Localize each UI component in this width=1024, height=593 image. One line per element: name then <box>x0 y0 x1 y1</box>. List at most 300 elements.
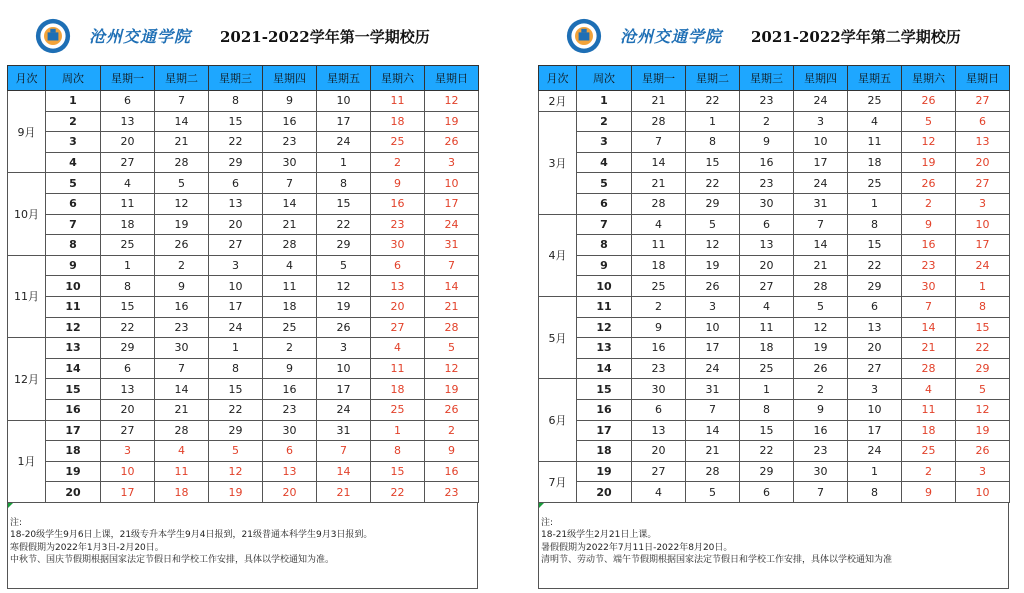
week-number-cell: 7 <box>46 214 101 235</box>
day-cell: 19 <box>209 482 263 503</box>
day-cell: 30 <box>371 235 425 256</box>
day-cell: 3 <box>956 461 1010 482</box>
day-cell: 23 <box>425 482 479 503</box>
day-cell: 5 <box>902 111 956 132</box>
school-logo-icon <box>35 18 71 54</box>
day-cell: 19 <box>425 111 479 132</box>
week-number-cell: 13 <box>46 338 101 359</box>
day-cell: 21 <box>155 132 209 153</box>
week-number-cell: 15 <box>46 379 101 400</box>
day-cell: 23 <box>632 358 686 379</box>
week-row <box>539 132 1010 153</box>
day-cell: 31 <box>686 379 740 400</box>
day-cell: 13 <box>101 379 155 400</box>
day-cell: 25 <box>848 173 902 194</box>
day-cell: 18 <box>371 379 425 400</box>
week-number-cell: 9 <box>46 255 101 276</box>
day-cell: 21 <box>155 399 209 420</box>
day-cell: 6 <box>848 296 902 317</box>
note-line: 暑假假期为2022年7月11日-2022年8月20日。 <box>541 542 733 553</box>
week-number-cell: 17 <box>577 420 632 441</box>
day-cell: 10 <box>956 214 1010 235</box>
day-cell: 7 <box>902 296 956 317</box>
day-cell: 24 <box>686 358 740 379</box>
cell-comment-marker-icon <box>539 503 544 508</box>
column-header: 周次 <box>577 66 632 91</box>
day-cell: 7 <box>794 214 848 235</box>
day-cell: 11 <box>902 399 956 420</box>
day-cell: 27 <box>956 173 1010 194</box>
month-cell: 5月 <box>539 296 577 378</box>
week-number-cell: 2 <box>46 111 101 132</box>
day-cell: 8 <box>686 132 740 153</box>
day-cell: 3 <box>317 338 371 359</box>
day-cell: 3 <box>425 152 479 173</box>
day-cell: 20 <box>209 214 263 235</box>
day-cell: 23 <box>263 132 317 153</box>
day-cell: 12 <box>209 461 263 482</box>
day-cell: 9 <box>155 276 209 297</box>
week-row <box>539 91 1010 112</box>
calendar-title: 2021-2022学年第一学期校历 <box>220 28 430 46</box>
week-row <box>8 193 479 214</box>
day-cell: 14 <box>686 420 740 441</box>
week-row <box>8 317 479 338</box>
month-cell: 1月 <box>8 420 46 502</box>
day-cell: 9 <box>371 173 425 194</box>
day-cell: 18 <box>371 111 425 132</box>
day-cell: 12 <box>425 358 479 379</box>
day-cell: 21 <box>632 173 686 194</box>
day-cell: 31 <box>794 193 848 214</box>
day-cell: 3 <box>848 379 902 400</box>
week-number-cell: 8 <box>46 235 101 256</box>
week-number-cell: 16 <box>577 399 632 420</box>
day-cell: 27 <box>371 317 425 338</box>
day-cell: 8 <box>848 214 902 235</box>
day-cell: 26 <box>956 441 1010 462</box>
week-number-cell: 7 <box>577 214 632 235</box>
month-cell: 3月 <box>539 111 577 214</box>
day-cell: 23 <box>794 441 848 462</box>
week-row <box>8 482 479 503</box>
week-number-cell: 14 <box>577 358 632 379</box>
week-number-cell: 8 <box>577 235 632 256</box>
day-cell: 20 <box>101 132 155 153</box>
school-name: 沧州交通学院 <box>89 27 192 46</box>
day-cell: 1 <box>371 420 425 441</box>
day-cell: 3 <box>209 255 263 276</box>
day-cell: 6 <box>371 255 425 276</box>
day-cell: 18 <box>740 338 794 359</box>
day-cell: 29 <box>209 152 263 173</box>
calendar-table <box>538 65 1010 503</box>
day-cell: 20 <box>101 399 155 420</box>
week-number-cell: 11 <box>577 296 632 317</box>
day-cell: 8 <box>371 441 425 462</box>
week-row <box>539 296 1010 317</box>
day-cell: 16 <box>155 296 209 317</box>
week-number-cell: 2 <box>577 111 632 132</box>
day-cell: 2 <box>794 379 848 400</box>
day-cell: 11 <box>848 132 902 153</box>
day-cell: 19 <box>794 338 848 359</box>
day-cell: 13 <box>209 193 263 214</box>
day-cell: 9 <box>740 132 794 153</box>
day-cell: 11 <box>263 276 317 297</box>
day-cell: 14 <box>155 111 209 132</box>
day-cell: 30 <box>740 193 794 214</box>
day-cell: 18 <box>632 255 686 276</box>
header-row <box>539 66 1010 91</box>
day-cell: 7 <box>155 358 209 379</box>
day-cell: 4 <box>740 296 794 317</box>
day-cell: 4 <box>848 111 902 132</box>
day-cell: 21 <box>425 296 479 317</box>
day-cell: 16 <box>794 420 848 441</box>
week-number-cell: 6 <box>46 193 101 214</box>
note-line: 清明节、劳动节、端午节假期根据国家法定节假日和学校工作安排，具体以学校通知为准 <box>541 555 893 566</box>
calendar-title: 2021-2022学年第二学期校历 <box>751 28 961 46</box>
school-logo-icon <box>566 18 602 54</box>
day-cell: 14 <box>632 152 686 173</box>
header-row <box>8 66 479 91</box>
week-number-cell: 10 <box>577 276 632 297</box>
day-cell: 29 <box>848 276 902 297</box>
day-cell: 24 <box>317 399 371 420</box>
day-cell: 6 <box>740 482 794 503</box>
day-cell: 17 <box>686 338 740 359</box>
week-row <box>539 420 1010 441</box>
day-cell: 14 <box>155 379 209 400</box>
week-row <box>8 214 479 235</box>
day-cell: 28 <box>155 420 209 441</box>
day-cell: 7 <box>425 255 479 276</box>
day-cell: 22 <box>848 255 902 276</box>
month-cell: 10月 <box>8 173 46 255</box>
day-cell: 27 <box>956 91 1010 112</box>
day-cell: 9 <box>794 399 848 420</box>
day-cell: 7 <box>155 91 209 112</box>
day-cell: 6 <box>632 399 686 420</box>
day-cell: 28 <box>686 461 740 482</box>
calendar-panel-second-semester <box>538 0 1010 589</box>
week-row <box>8 235 479 256</box>
day-cell: 20 <box>263 482 317 503</box>
day-cell: 29 <box>317 235 371 256</box>
week-number-cell: 20 <box>577 482 632 503</box>
week-row <box>539 441 1010 462</box>
day-cell: 8 <box>317 173 371 194</box>
day-cell: 1 <box>317 152 371 173</box>
day-cell: 24 <box>956 255 1010 276</box>
day-cell: 19 <box>686 255 740 276</box>
day-cell: 8 <box>209 358 263 379</box>
day-cell: 28 <box>794 276 848 297</box>
day-cell: 24 <box>794 173 848 194</box>
day-cell: 30 <box>263 420 317 441</box>
week-row <box>8 132 479 153</box>
day-cell: 3 <box>956 193 1010 214</box>
calendar-header <box>538 0 1010 65</box>
week-number-cell: 16 <box>46 399 101 420</box>
day-cell: 15 <box>371 461 425 482</box>
day-cell: 15 <box>740 420 794 441</box>
day-cell: 21 <box>686 441 740 462</box>
day-cell: 16 <box>740 152 794 173</box>
day-cell: 23 <box>902 255 956 276</box>
week-number-cell: 5 <box>46 173 101 194</box>
day-cell: 25 <box>263 317 317 338</box>
week-row <box>539 338 1010 359</box>
day-cell: 15 <box>317 193 371 214</box>
day-cell: 15 <box>209 379 263 400</box>
day-cell: 25 <box>371 132 425 153</box>
day-cell: 4 <box>155 441 209 462</box>
day-cell: 5 <box>686 482 740 503</box>
day-cell: 2 <box>632 296 686 317</box>
day-cell: 4 <box>371 338 425 359</box>
week-row <box>8 461 479 482</box>
week-row <box>8 338 479 359</box>
day-cell: 6 <box>101 358 155 379</box>
day-cell: 21 <box>902 338 956 359</box>
week-row <box>8 296 479 317</box>
day-cell: 5 <box>209 441 263 462</box>
column-header: 星期三 <box>740 66 794 91</box>
day-cell: 10 <box>848 399 902 420</box>
week-number-cell: 17 <box>46 420 101 441</box>
column-header: 月次 <box>539 66 577 91</box>
day-cell: 28 <box>425 317 479 338</box>
day-cell: 14 <box>902 317 956 338</box>
day-cell: 19 <box>902 152 956 173</box>
week-row <box>8 358 479 379</box>
column-header: 星期四 <box>794 66 848 91</box>
week-row <box>8 399 479 420</box>
day-cell: 12 <box>155 193 209 214</box>
day-cell: 14 <box>263 193 317 214</box>
week-row <box>539 317 1010 338</box>
week-number-cell: 12 <box>46 317 101 338</box>
day-cell: 9 <box>632 317 686 338</box>
day-cell: 31 <box>317 420 371 441</box>
day-cell: 8 <box>209 91 263 112</box>
day-cell: 27 <box>740 276 794 297</box>
day-cell: 2 <box>902 461 956 482</box>
column-header: 星期二 <box>155 66 209 91</box>
day-cell: 26 <box>425 132 479 153</box>
day-cell: 17 <box>101 482 155 503</box>
month-cell: 6月 <box>539 379 577 461</box>
day-cell: 2 <box>371 152 425 173</box>
cell-comment-marker-icon <box>8 503 13 508</box>
day-cell: 5 <box>956 379 1010 400</box>
day-cell: 20 <box>740 255 794 276</box>
day-cell: 15 <box>209 111 263 132</box>
day-cell: 5 <box>686 214 740 235</box>
week-number-cell: 4 <box>46 152 101 173</box>
day-cell: 7 <box>263 173 317 194</box>
note-line: 18-21级学生2月21日上课。 <box>541 530 657 541</box>
calendar-panel-first-semester <box>7 0 479 589</box>
day-cell: 5 <box>317 255 371 276</box>
day-cell: 2 <box>740 111 794 132</box>
day-cell: 14 <box>425 276 479 297</box>
week-number-cell: 10 <box>46 276 101 297</box>
day-cell: 18 <box>848 152 902 173</box>
week-row <box>539 111 1010 132</box>
week-row <box>539 399 1010 420</box>
day-cell: 7 <box>632 132 686 153</box>
week-number-cell: 20 <box>46 482 101 503</box>
day-cell: 23 <box>155 317 209 338</box>
week-number-cell: 6 <box>577 193 632 214</box>
day-cell: 27 <box>101 152 155 173</box>
day-cell: 26 <box>425 399 479 420</box>
day-cell: 15 <box>956 317 1010 338</box>
week-row <box>8 111 479 132</box>
day-cell: 24 <box>794 91 848 112</box>
day-cell: 28 <box>632 193 686 214</box>
week-row <box>539 152 1010 173</box>
day-cell: 17 <box>317 111 371 132</box>
day-cell: 27 <box>209 235 263 256</box>
day-cell: 28 <box>632 111 686 132</box>
day-cell: 22 <box>686 173 740 194</box>
day-cell: 1 <box>848 461 902 482</box>
day-cell: 25 <box>632 276 686 297</box>
day-cell: 27 <box>632 461 686 482</box>
day-cell: 26 <box>317 317 371 338</box>
day-cell: 11 <box>371 358 425 379</box>
day-cell: 10 <box>101 461 155 482</box>
day-cell: 11 <box>740 317 794 338</box>
day-cell: 15 <box>101 296 155 317</box>
day-cell: 8 <box>848 482 902 503</box>
week-number-cell: 15 <box>577 379 632 400</box>
day-cell: 21 <box>263 214 317 235</box>
day-cell: 23 <box>263 399 317 420</box>
day-cell: 13 <box>371 276 425 297</box>
day-cell: 29 <box>956 358 1010 379</box>
day-cell: 29 <box>101 338 155 359</box>
day-cell: 16 <box>632 338 686 359</box>
day-cell: 26 <box>155 235 209 256</box>
day-cell: 22 <box>956 338 1010 359</box>
day-cell: 20 <box>848 338 902 359</box>
day-cell: 29 <box>740 461 794 482</box>
day-cell: 10 <box>956 482 1010 503</box>
calendar-header <box>7 0 479 65</box>
day-cell: 25 <box>902 441 956 462</box>
note-line: 寒假假期为2022年1月3日-2月20日。 <box>10 542 164 553</box>
day-cell: 18 <box>902 420 956 441</box>
day-cell: 13 <box>101 111 155 132</box>
day-cell: 8 <box>101 276 155 297</box>
column-header: 星期六 <box>371 66 425 91</box>
day-cell: 26 <box>902 173 956 194</box>
day-cell: 13 <box>263 461 317 482</box>
day-cell: 18 <box>155 482 209 503</box>
day-cell: 7 <box>794 482 848 503</box>
column-header: 星期三 <box>209 66 263 91</box>
week-row <box>539 193 1010 214</box>
week-row <box>8 173 479 194</box>
day-cell: 3 <box>101 441 155 462</box>
day-cell: 16 <box>263 111 317 132</box>
day-cell: 16 <box>371 193 425 214</box>
day-cell: 12 <box>317 276 371 297</box>
day-cell: 6 <box>740 214 794 235</box>
day-cell: 5 <box>425 338 479 359</box>
day-cell: 2 <box>155 255 209 276</box>
day-cell: 19 <box>317 296 371 317</box>
note-line: 注: <box>541 517 554 528</box>
week-number-cell: 12 <box>577 317 632 338</box>
week-row <box>539 255 1010 276</box>
day-cell: 23 <box>371 214 425 235</box>
day-cell: 2 <box>902 193 956 214</box>
day-cell: 1 <box>101 255 155 276</box>
day-cell: 4 <box>632 482 686 503</box>
day-cell: 10 <box>209 276 263 297</box>
day-cell: 25 <box>848 91 902 112</box>
day-cell: 29 <box>209 420 263 441</box>
day-cell: 30 <box>155 338 209 359</box>
week-number-cell: 1 <box>46 91 101 112</box>
day-cell: 25 <box>101 235 155 256</box>
column-header: 星期四 <box>263 66 317 91</box>
day-cell: 8 <box>956 296 1010 317</box>
day-cell: 6 <box>956 111 1010 132</box>
day-cell: 22 <box>371 482 425 503</box>
day-cell: 22 <box>209 132 263 153</box>
week-number-cell: 4 <box>577 152 632 173</box>
day-cell: 8 <box>740 399 794 420</box>
week-number-cell: 19 <box>577 461 632 482</box>
month-cell: 2月 <box>539 91 577 112</box>
column-header: 星期二 <box>686 66 740 91</box>
day-cell: 22 <box>101 317 155 338</box>
notes-box <box>7 503 478 589</box>
day-cell: 13 <box>956 132 1010 153</box>
day-cell: 10 <box>317 91 371 112</box>
week-row <box>8 152 479 173</box>
day-cell: 12 <box>425 91 479 112</box>
day-cell: 6 <box>209 173 263 194</box>
day-cell: 24 <box>425 214 479 235</box>
day-cell: 6 <box>263 441 317 462</box>
day-cell: 3 <box>686 296 740 317</box>
day-cell: 1 <box>848 193 902 214</box>
day-cell: 27 <box>101 420 155 441</box>
week-number-cell: 5 <box>577 173 632 194</box>
week-number-cell: 14 <box>46 358 101 379</box>
day-cell: 1 <box>740 379 794 400</box>
day-cell: 31 <box>425 235 479 256</box>
day-cell: 20 <box>956 152 1010 173</box>
day-cell: 20 <box>632 441 686 462</box>
day-cell: 9 <box>263 91 317 112</box>
day-cell: 9 <box>425 441 479 462</box>
day-cell: 12 <box>686 235 740 256</box>
day-cell: 10 <box>425 173 479 194</box>
day-cell: 21 <box>794 255 848 276</box>
day-cell: 18 <box>101 214 155 235</box>
day-cell: 17 <box>209 296 263 317</box>
day-cell: 13 <box>632 420 686 441</box>
